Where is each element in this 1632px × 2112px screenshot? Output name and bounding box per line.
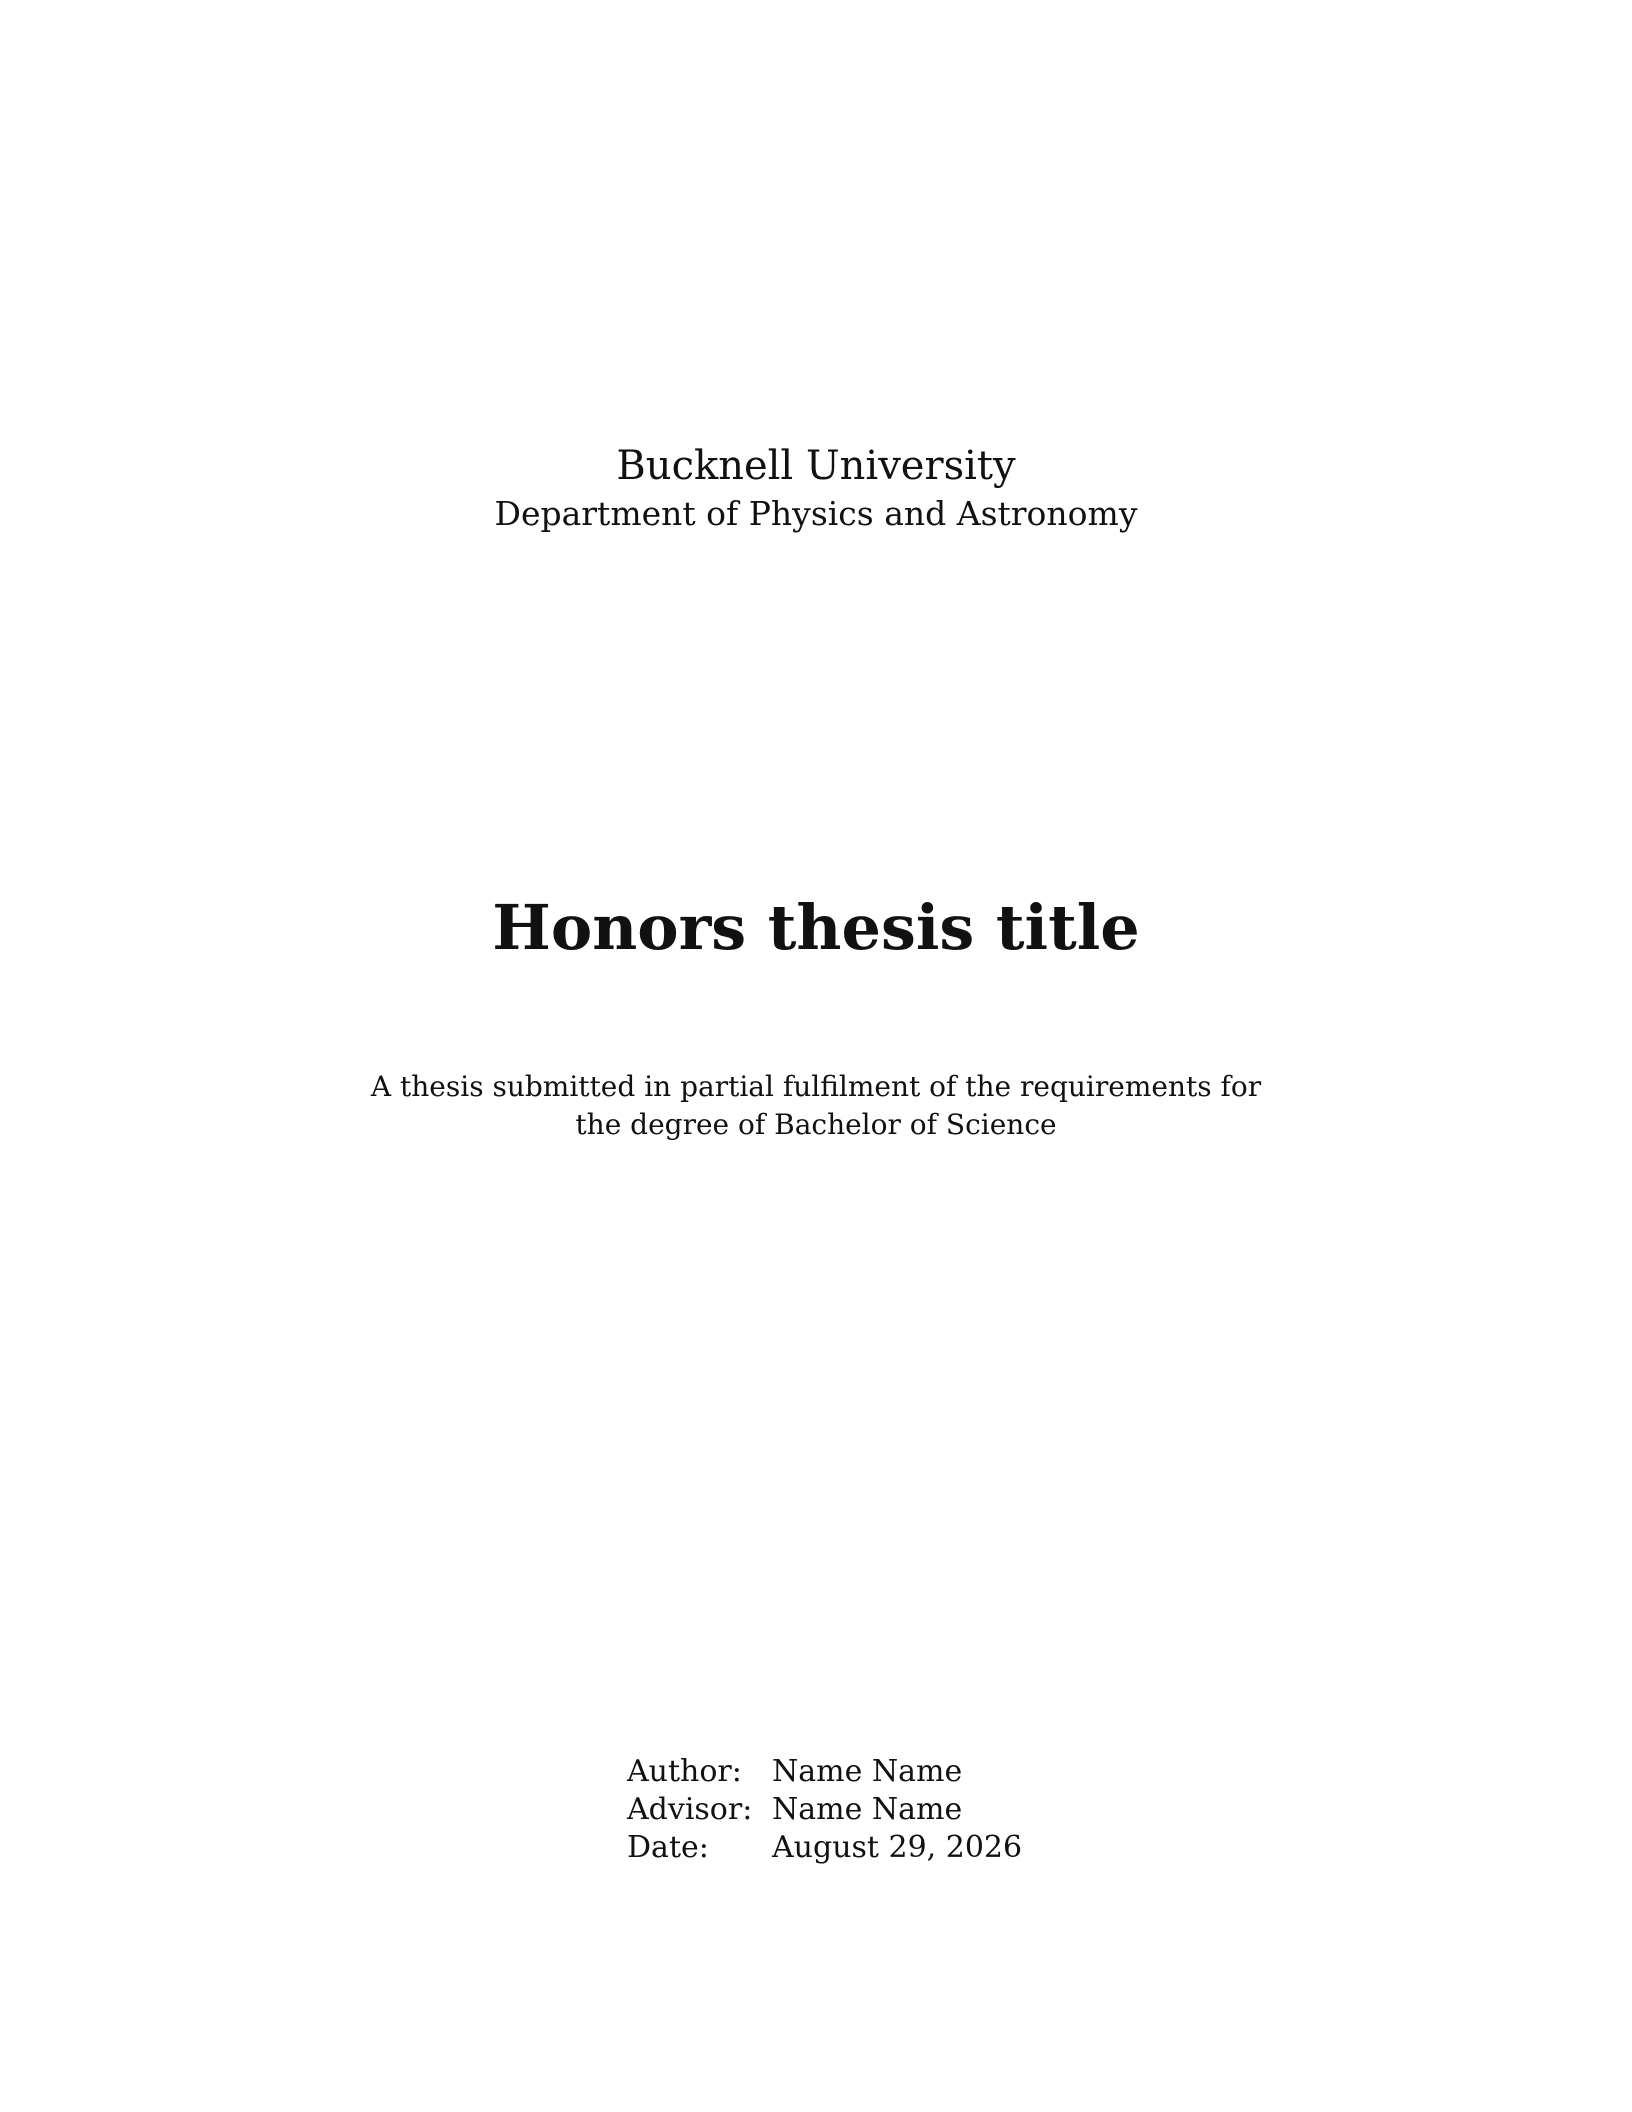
submission-line-1: A thesis submitted in partial fulfilment of the requirements for: [370, 1070, 1262, 1103]
date-row: [627, 1829, 1022, 1867]
submission-line-2: the degree of Bachelor of Science: [575, 1108, 1057, 1141]
department-name: Department of Physics and Astronomy: [494, 494, 1138, 533]
author-label: Author:: [627, 1754, 742, 1789]
date-label: Date:: [627, 1830, 709, 1865]
date-value: August 29, 2026: [772, 1830, 1023, 1865]
advisor-label: Advisor:: [627, 1792, 753, 1827]
thesis-title: Honors thesis title: [492, 891, 1140, 964]
thesis-details-table: [627, 1753, 1022, 1867]
author-value: Name Name: [772, 1754, 963, 1789]
university-name: Bucknell University: [616, 443, 1016, 489]
advisor-row: [627, 1791, 1022, 1829]
advisor-value: Name Name: [772, 1792, 963, 1827]
submission-statement: [0, 1068, 1632, 1144]
author-row: [627, 1753, 1022, 1791]
